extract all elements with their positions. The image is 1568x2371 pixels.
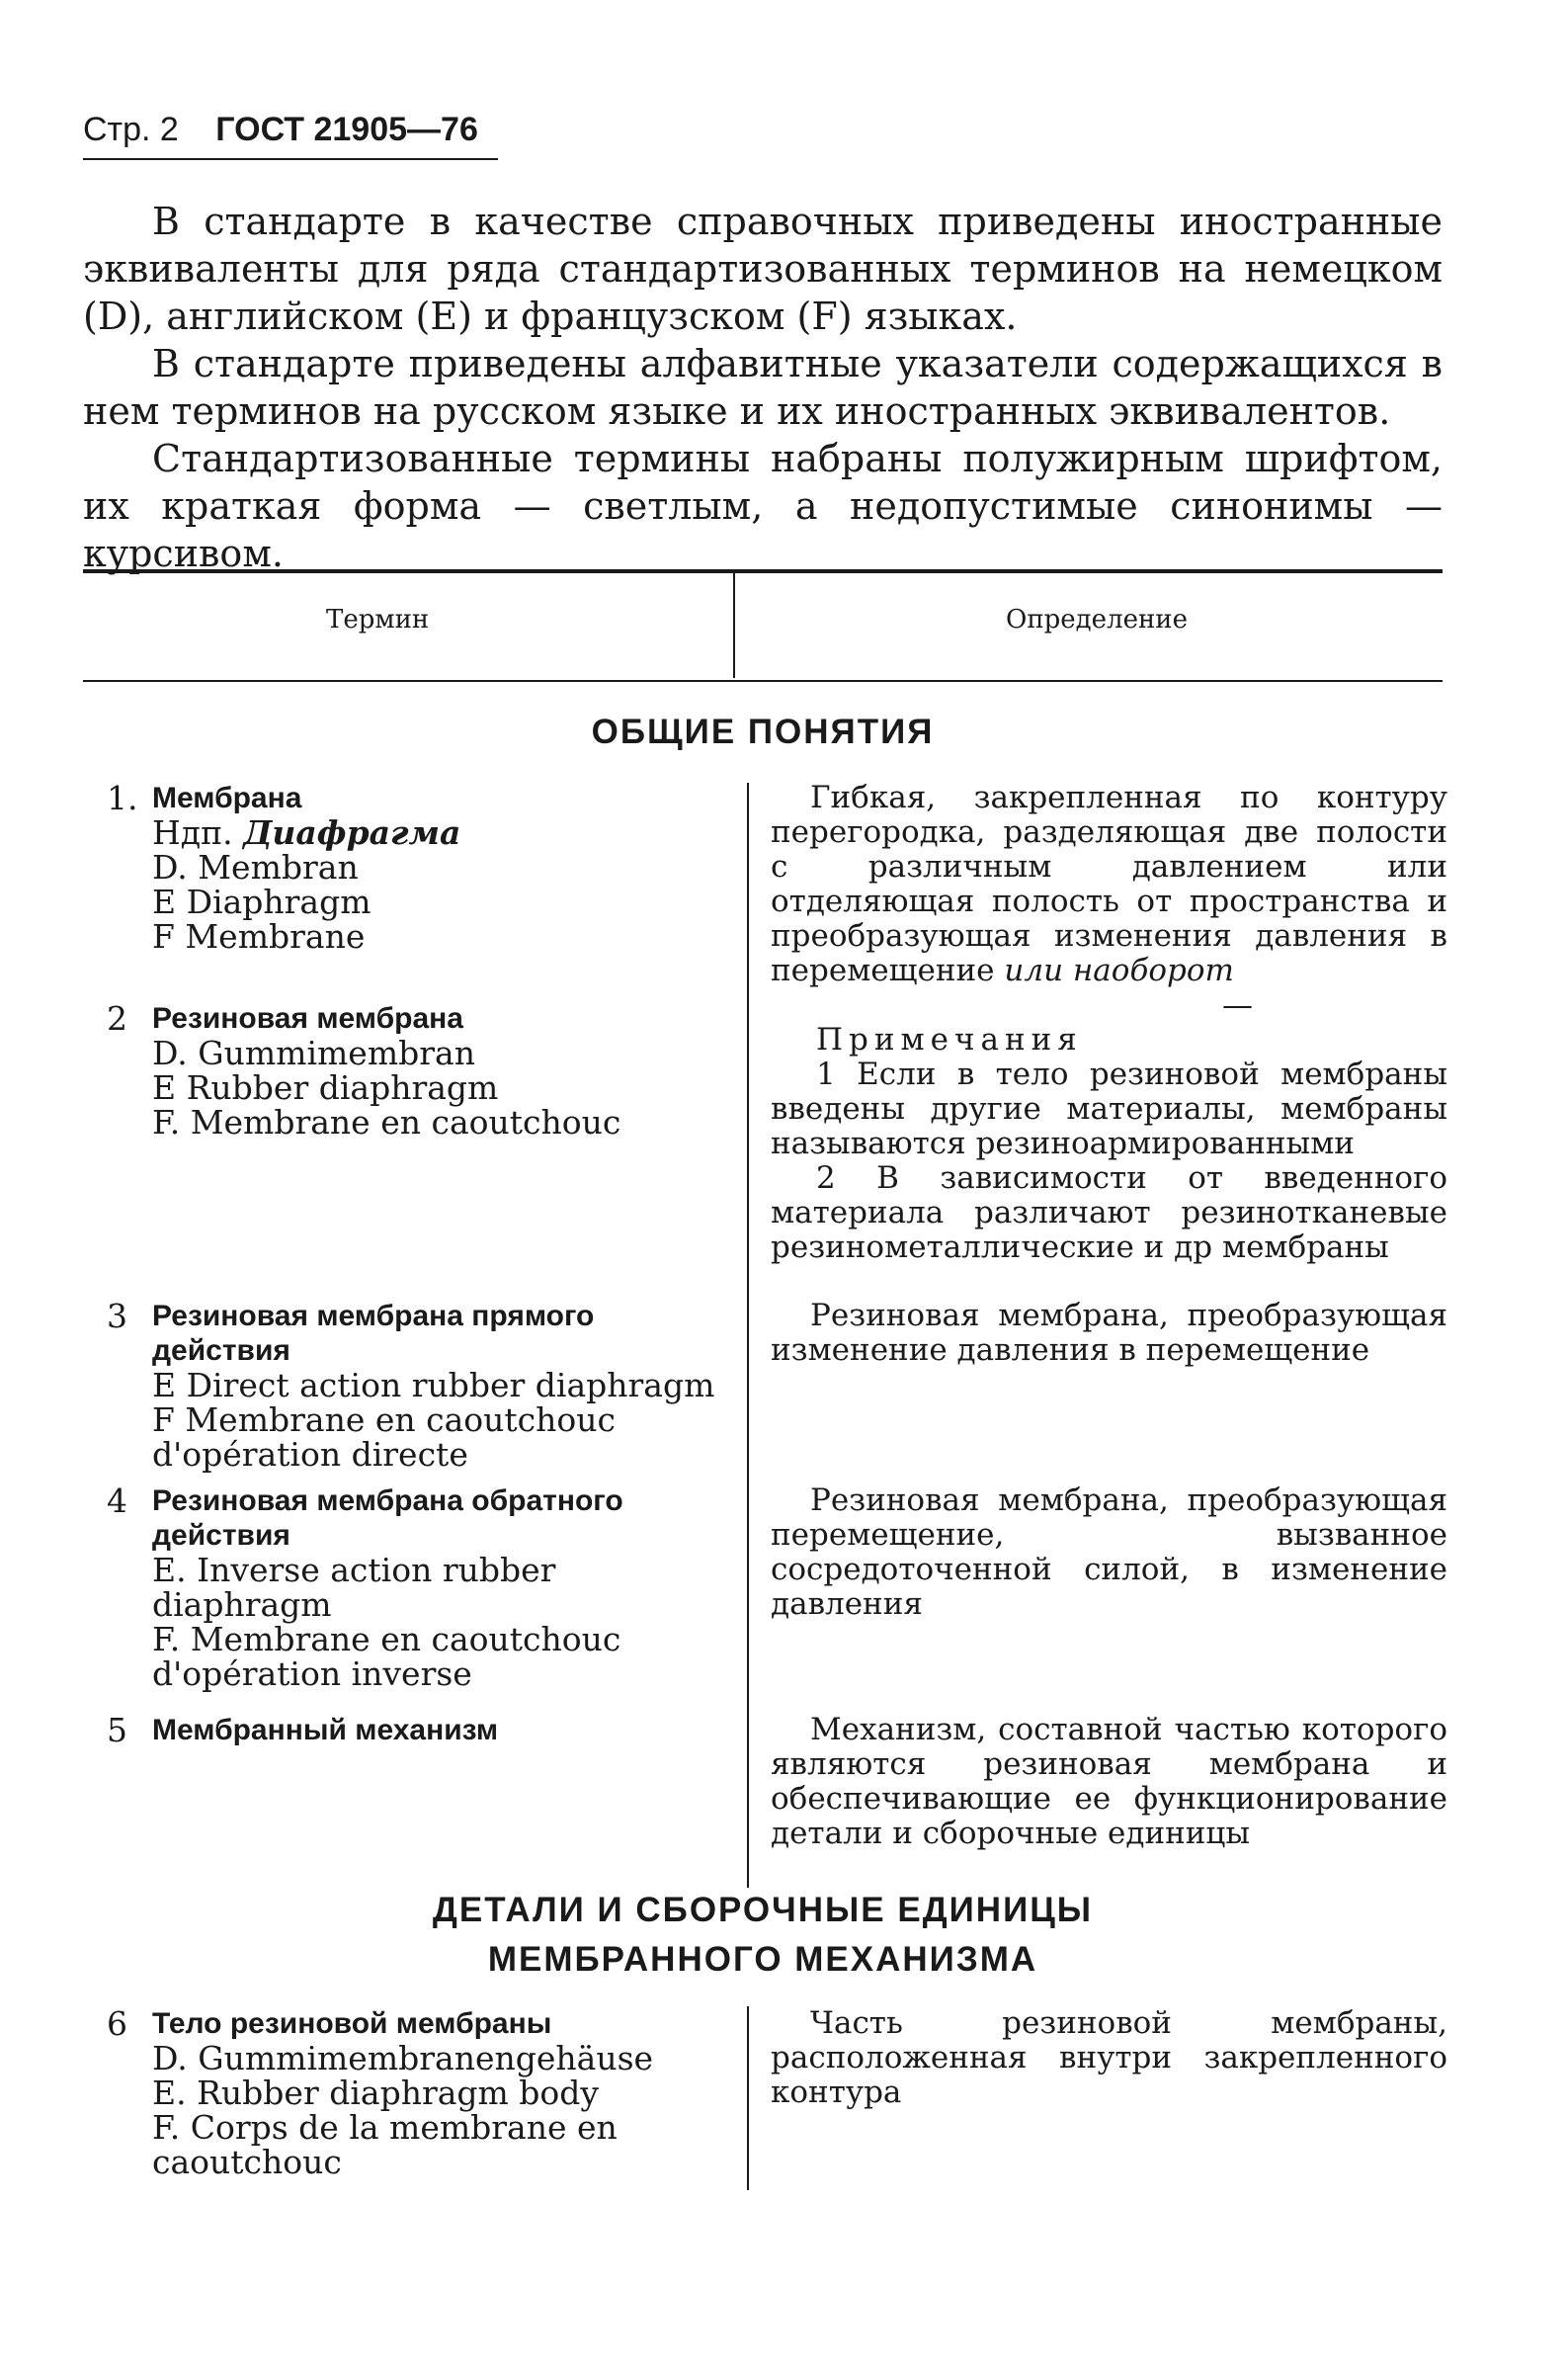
term-entry-2	[107, 1001, 719, 1140]
equivalent-fr: F. Corps de la membrane en caoutchouc	[152, 2108, 618, 2181]
header-column-divider	[733, 573, 735, 678]
term-number: 2	[107, 999, 127, 1038]
term-main: Мембранный механизм	[152, 1714, 499, 1746]
table-header-rule	[83, 680, 1443, 682]
term-entry-4	[107, 1483, 719, 1691]
column-divider-2	[747, 2006, 749, 2190]
definition-italic: или наоборот	[1004, 953, 1234, 988]
definition-dash: —	[1222, 987, 1253, 1023]
standard-number: ГОСТ 21905—76	[215, 111, 478, 148]
column-divider	[747, 783, 749, 1888]
synonym-term: Диафрагма	[243, 813, 461, 852]
definition-1	[771, 781, 1447, 988]
definition-text: Часть резиновой мембраны, расположенная внутри закрепленного контура	[771, 2005, 1447, 2110]
equivalent-fr: F Membrane en caoutchouc d'opération directe	[152, 1400, 616, 1474]
section-title-details	[83, 1886, 1443, 1985]
equivalent-en: E. Inverse action rubber diaphragm	[152, 1551, 556, 1624]
term-number: 5	[107, 1711, 127, 1749]
term-entry-5	[107, 1713, 719, 1747]
term-entry-1	[107, 781, 719, 954]
equivalent-en: E Direct action rubber diaphragm	[152, 1366, 715, 1404]
term-main: Резиновая мембрана прямого действия	[152, 1300, 595, 1367]
equivalent-fr: F Membrane	[152, 917, 366, 956]
equivalent-en: E. Rubber diaphragm body	[152, 2074, 600, 2112]
definition-6	[771, 2006, 1447, 2110]
term-number: 4	[107, 1482, 127, 1520]
equivalent-fr: F. Membrane en caoutchouc	[152, 1103, 621, 1142]
note-1: 1 Если в тело резиновой мембраны введены другие материалы, мембраны называются резиноармированными	[771, 1057, 1447, 1161]
equivalent-de: D. Gummimembranengehäuse	[152, 2039, 654, 2077]
definition-text: Механизм, составной частью которого являются резиновая мембрана и обеспечивающие ее функционирование детали и сборочные единицы	[771, 1712, 1447, 1851]
definition-text: Гибкая, закрепленная по контуру перегородка, разделяющая две полости с различным давлением или отделяющая полость от пространства и преобразующая изменения давления в перемещение	[771, 780, 1447, 988]
term-entry-3	[107, 1299, 719, 1472]
page-number: Стр. 2	[83, 111, 179, 148]
section-title-line-2: МЕМБРАННОГО МЕХАНИЗМА	[487, 1940, 1038, 1979]
section-title-general: ОБЩИЕ ПОНЯТИЯ	[591, 713, 935, 751]
term-entry-6	[107, 2006, 719, 2179]
term-synonym-line	[152, 815, 719, 850]
term-main: Мембрана	[152, 782, 302, 814]
equivalent-de: D. Gummimembran	[152, 1034, 475, 1072]
definition-4	[771, 1483, 1447, 1622]
column-header-term: Термин	[326, 605, 430, 635]
column-header-definition: Определение	[1006, 605, 1189, 635]
intro-paragraph-1: В стандарте в качестве справочных приведены иностранные эквиваленты для ряда стандартизованных терминов на немецком (D), английском (E) и французском (F) языках.	[83, 200, 1443, 338]
intro-paragraph-3: Стандартизованные термины набраны полужирным шрифтом, их краткая форма — светлым, а недопустимые синонимы — курсивом.	[83, 437, 1443, 575]
definition-5	[771, 1713, 1447, 1851]
definition-2	[771, 988, 1447, 1265]
synonym-label: Ндп.	[152, 813, 233, 852]
notes-title: Примечания	[816, 1022, 1083, 1058]
term-number: 1.	[107, 779, 138, 817]
equivalent-fr: F. Membrane en caoutchouc d'opération inverse	[152, 1620, 621, 1693]
intro-text	[83, 198, 1443, 577]
definition-text: Резиновая мембрана, преобразующая изменение давления в перемещение	[771, 1298, 1447, 1368]
page-header	[83, 111, 478, 149]
equivalent-de: D. Membran	[152, 848, 359, 887]
term-number: 6	[107, 2004, 127, 2043]
term-number: 3	[107, 1297, 127, 1335]
term-main: Резиновая мембрана обратного действия	[152, 1484, 623, 1552]
equivalent-en: E Diaphragm	[152, 883, 371, 921]
table-top-rule	[83, 569, 1443, 573]
equivalent-en: E Rubber diaphragm	[152, 1068, 499, 1107]
definition-3	[771, 1299, 1447, 1368]
section-title-line-1: ДЕТАЛИ И СБОРОЧНЫЕ ЕДИНИЦЫ	[432, 1891, 1094, 1929]
note-2: 2 В зависимости от введенного материала различают резинотканевые резинометаллические и др мембраны	[771, 1160, 1447, 1265]
definition-text: Резиновая мембрана, преобразующая перемещение, вызванное сосредоточенной силой, в изменение давления	[771, 1482, 1447, 1622]
header-rule	[83, 158, 498, 160]
intro-paragraph-2: В стандарте приведены алфавитные указатели содержащихся в нем терминов на русском языке и их иностранных эквивалентов.	[83, 342, 1443, 433]
term-main: Тело резиновой мембраны	[152, 2007, 552, 2040]
term-main: Резиновая мембрана	[152, 1002, 463, 1035]
